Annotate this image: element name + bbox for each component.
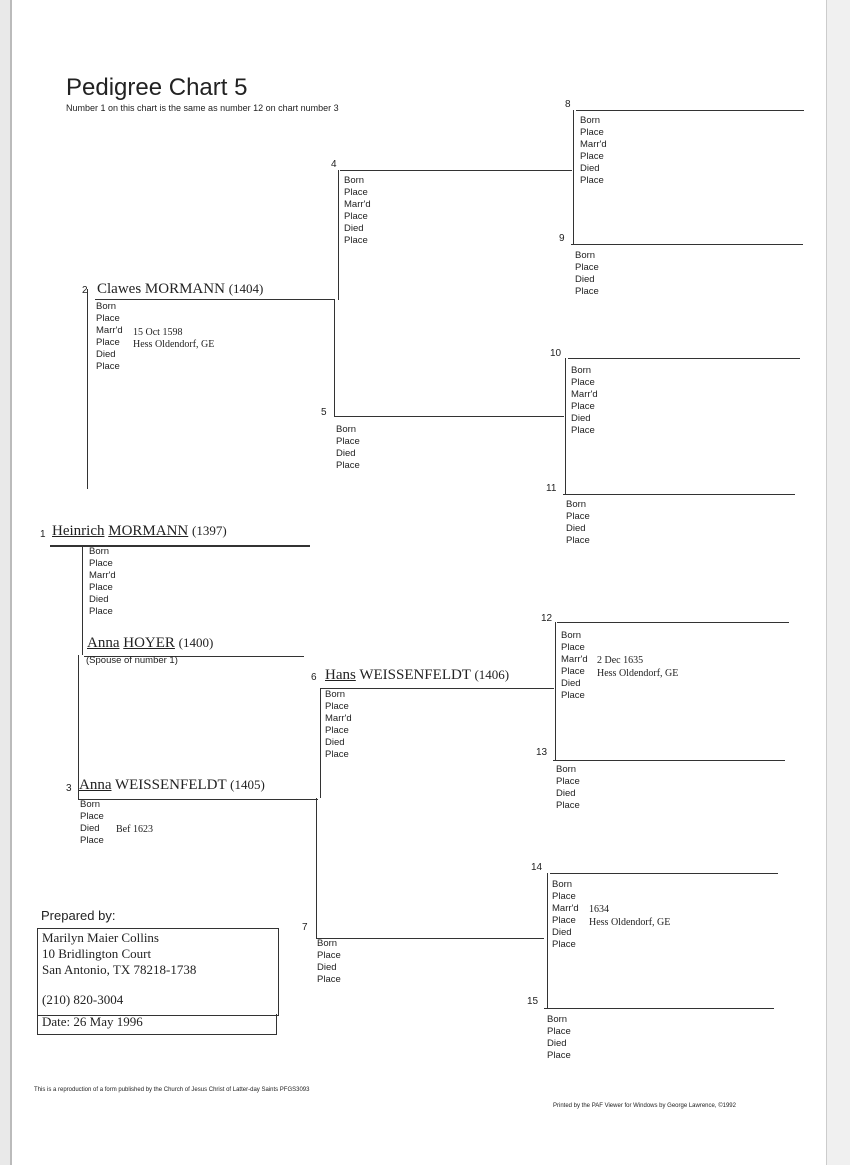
person-1-number: 1: [40, 529, 46, 540]
chart-note: Number 1 on this chart is the same as number 12 on chart number 3: [66, 103, 339, 113]
person-1-fields: Born Place Marr'd Place Died Place: [89, 546, 116, 617]
chart-title: Pedigree Chart 5: [66, 74, 248, 101]
person-1-first-name: Heinrich: [52, 523, 105, 539]
person-3-name: [79, 777, 265, 794]
person-6-fields: Born Place Marr'd Place Died Place: [325, 689, 352, 760]
person-1-id: (1397): [192, 523, 227, 538]
spouse-name: [87, 635, 213, 652]
person-1-surname: MORMANN: [108, 523, 189, 539]
person-7-number: 7: [302, 922, 308, 933]
person-6-surname: WEISSENFELDT: [359, 667, 471, 683]
prepared-by-heading: Prepared by:: [41, 908, 116, 923]
person-12-marriage-place: Hess Oldendorf, GE: [597, 668, 679, 679]
person-14-marriage-date: 1634: [589, 904, 609, 915]
person-10-number: 10: [550, 348, 562, 359]
page-right-edge: [826, 0, 850, 1165]
person-8-fields: Born Place Marr'd Place Died Place: [580, 115, 607, 186]
person-15-number: 15: [527, 996, 539, 1007]
person-2-surname: MORMANN: [144, 281, 225, 297]
preparer-phone: (210) 820-3004: [42, 992, 124, 1007]
person-3-death-date: Bef 1623: [116, 824, 153, 835]
preparer-street: 10 Bridlington Court: [42, 946, 152, 961]
prepared-date: Date: 26 May 1996: [42, 1014, 143, 1029]
person-5-number: 5: [321, 407, 327, 418]
person-9-number: 9: [559, 233, 565, 244]
person-3-id: (1405): [230, 777, 265, 792]
person-10-fields: Born Place Marr'd Place Died Place: [571, 365, 598, 436]
person-13-fields: Born Place Died Place: [556, 764, 580, 811]
person-12-number: 12: [541, 613, 553, 624]
page-left-edge: [0, 0, 10, 1165]
person-2-id: (1404): [228, 281, 264, 296]
page-left-edge-line: [10, 0, 12, 1165]
person-14-marriage-place: Hess Oldendorf, GE: [589, 917, 671, 928]
footer-printed-by: Printed by the PAF Viewer for Windows by George Lawrence, ©1992: [553, 1103, 736, 1109]
person-12-marriage-date: 2 Dec 1635: [597, 655, 644, 666]
person-15-fields: Born Place Died Place: [547, 1014, 571, 1061]
spouse-note: (Spouse of number 1): [86, 655, 178, 666]
person-11-number: 11: [546, 483, 557, 494]
person-6-first-name: Hans: [325, 667, 356, 683]
person-3-first-name: Anna: [79, 777, 112, 793]
footer-reproduction-note: This is a reproduction of a form published by the Church of Jesus Christ of Latter-day Saints PFGS3093: [34, 1087, 310, 1093]
person-2-first-name: Clawes: [97, 281, 142, 297]
spouse-surname: HOYER: [123, 635, 175, 651]
person-1-name: [52, 523, 227, 540]
person-5-fields: Born Place Died Place: [336, 424, 360, 471]
person-4-number: 4: [331, 159, 337, 170]
person-2-fields: Born Place Marr'd Place Died Place: [96, 301, 123, 372]
person-2-name: [97, 281, 263, 298]
preparer-city: San Antonio, TX 78218-1738: [42, 962, 197, 977]
person-3-surname: WEISSENFELDT: [114, 777, 227, 793]
person-3-number: 3: [66, 783, 72, 794]
person-2-number: 2: [82, 285, 88, 296]
person-2-marriage-place: Hess Oldendorf, GE: [133, 339, 215, 350]
person-11-fields: Born Place Died Place: [566, 499, 590, 546]
spouse-first-name: Anna: [87, 635, 120, 651]
person-8-number: 8: [565, 99, 571, 110]
person-4-fields: Born Place Marr'd Place Died Place: [344, 175, 371, 246]
person-6-name: [325, 667, 509, 684]
person-6-number: 6: [311, 672, 317, 683]
preparer-name: Marilyn Maier Collins: [42, 930, 159, 945]
person-13-number: 13: [536, 747, 548, 758]
person-14-fields: Born Place Marr'd Place Died Place: [552, 879, 579, 950]
person-6-id: (1406): [474, 667, 510, 682]
person-14-number: 14: [531, 862, 543, 873]
person-12-fields: Born Place Marr'd Place Died Place: [561, 630, 588, 701]
person-9-fields: Born Place Died Place: [575, 250, 599, 297]
person-2-marriage-date: 15 Oct 1598: [133, 327, 183, 338]
person-7-fields: Born Place Died Place: [317, 938, 341, 985]
person-3-fields: Born Place Died Place: [80, 799, 104, 846]
spouse-id: (1400): [178, 635, 214, 650]
